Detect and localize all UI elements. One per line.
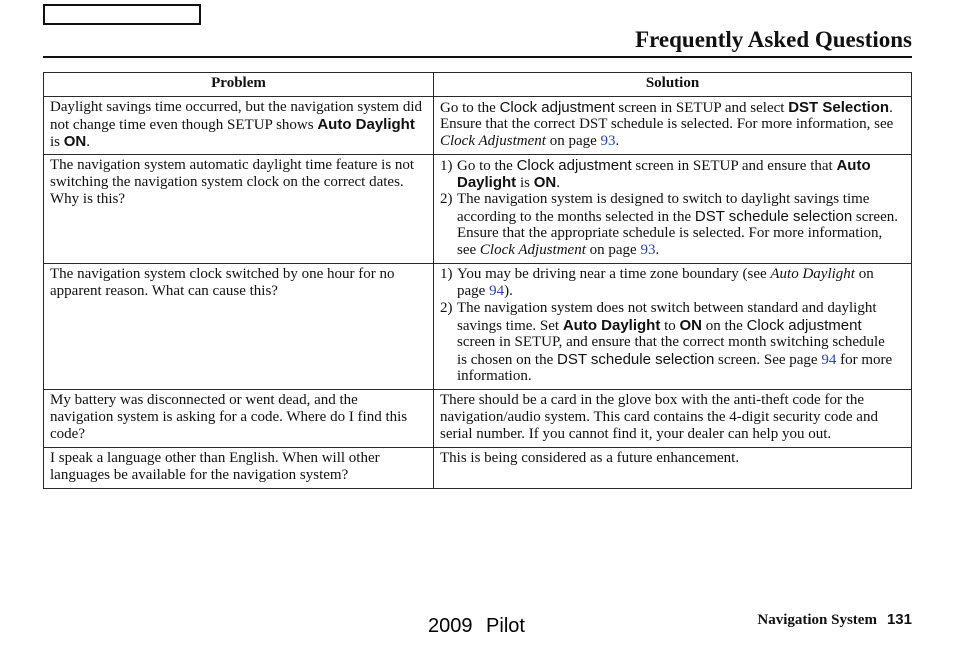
solution-cell [434,155,912,264]
list-number: 2) [440,300,453,316]
text-run: on the [702,318,747,334]
text-run: screen in SETUP and select [614,100,789,116]
text-run: This is being considered as a future enhancement. [440,450,740,466]
text-run: Go to the [440,100,500,116]
text-run: page [457,283,490,299]
text-line [440,242,905,259]
text-run: information. [457,368,532,384]
paragraph [50,266,427,300]
title-rule [43,56,912,58]
list-item [440,300,905,385]
vehicle-model-label: 2009 Pilot [428,615,525,637]
list-item [440,157,905,191]
text-run: savings time. Set [457,318,563,334]
nav-button-box [43,4,201,25]
paragraph [440,450,905,467]
text-run: screen. [852,209,898,225]
problem-cell [44,448,434,489]
text-run: screen in SETUP and ensure that [631,158,837,174]
text-line [50,426,427,443]
ui-setting-term: ON [63,133,87,150]
text-line [440,334,905,351]
text-line [440,283,905,300]
solution-cell [434,390,912,448]
paragraph [50,157,427,208]
solution-cell [434,97,912,155]
text-run: is chosen on the [457,352,557,368]
paragraph [440,99,905,150]
list-item [440,191,905,259]
text-run: . [655,242,660,258]
text-run: is [516,175,534,191]
text-run: switching the navigation system clock on the correct dates. [50,174,404,190]
text-line [50,157,427,174]
solution-cell [434,448,912,489]
list-number: 1) [440,266,453,282]
ui-setting-term: Daylight [457,174,517,191]
text-run: . [615,133,620,149]
text-run: The navigation system does not switch between standard and daylight [457,300,877,316]
ui-term: DST schedule selection [556,351,715,368]
text-run: The navigation system is designed to switch to daylight savings time [457,191,870,207]
list-number: 2) [440,191,453,207]
paragraph [50,99,427,150]
faq-row [44,264,912,390]
text-run: . [889,100,893,116]
section-reference: Clock Adjustment [479,242,586,258]
text-run: see [457,242,480,258]
list-number: 1) [440,158,453,174]
list-item [440,266,905,300]
ui-setting-term: Auto Daylight [317,116,415,133]
text-run: The navigation system automatic daylight time feature is not [50,157,415,173]
ui-setting-term: ON [533,174,557,191]
page-link[interactable]: 94 [489,283,505,299]
ui-term: Clock adjustment [499,99,615,116]
paragraph [50,392,427,443]
ui-term: DST schedule selection [694,208,853,225]
text-line [440,409,905,426]
faq-row [44,155,912,264]
text-line [440,300,905,317]
faq-row [44,448,912,489]
text-line [50,116,427,133]
text-line [440,191,905,208]
page-link[interactable]: 93 [600,133,616,149]
ui-term: Clock adjustment [746,317,862,334]
text-line [440,426,905,443]
page-number: 131 [886,611,912,628]
text-run: ). [504,283,513,299]
section-reference: Auto Daylight [770,266,855,282]
text-line [50,133,427,150]
text-line [50,467,427,484]
ui-setting-term: DST Selection [788,99,890,116]
text-line [440,116,905,133]
text-run: to [660,318,680,334]
text-run: on [854,266,874,282]
faq-row [44,97,912,155]
text-run: screen in SETUP, and ensure that the correct month switching schedule [457,334,885,350]
text-run: There should be a card in the glove box with the anti-theft code for the [440,392,865,408]
text-line [440,208,905,225]
text-line [440,133,905,150]
solution-cell [434,264,912,390]
text-run: is [50,134,64,150]
text-line [50,191,427,208]
faq-row [44,390,912,448]
text-run: Ensure that the correct DST schedule is selected. For more information, see [440,116,894,132]
text-run: on page [545,133,601,149]
text-line [50,283,427,300]
text-line [440,392,905,409]
text-run: navigation/audio system. This card contains the 4-digit security code and [440,409,878,425]
text-line [50,392,427,409]
paragraph [440,392,905,443]
text-line [50,99,427,116]
page-footer [757,612,912,628]
column-header-problem: Problem [44,73,434,97]
text-run: not change time even though SETUP shows [50,117,318,133]
text-run: My battery was disconnected or went dead, and the [50,392,358,408]
text-line [440,351,905,368]
section-reference: Clock Adjustment [440,133,546,149]
text-line [50,409,427,426]
faq-table [43,72,912,489]
text-line [50,450,427,467]
text-line [440,450,905,467]
page-title: Frequently Asked Questions [635,27,912,52]
page-link[interactable]: 93 [640,242,656,258]
text-line [440,266,905,283]
text-line [440,368,905,385]
ui-setting-term: Auto [836,157,871,174]
text-run: serial number. If you cannot find it, your dealer can help you out. [440,426,832,442]
text-run: according to the months selected in the [457,209,695,225]
footer-section-name: Navigation System [757,612,877,628]
text-run: I speak a language other than English. When will other [50,450,380,466]
text-run: on page [585,242,641,258]
ui-term: Clock adjustment [516,157,632,174]
text-run: Go to the [457,158,517,174]
page-link[interactable]: 94 [821,352,837,368]
text-run: You may be driving near a time zone boundary (see [457,266,771,282]
problem-cell [44,97,434,155]
text-run: code? [50,426,85,442]
text-run: Ensure that the appropriate schedule is selected. For more information, [457,225,883,241]
text-run: . [86,134,91,150]
problem-cell [44,264,434,390]
text-line [440,157,905,174]
column-header-solution: Solution [434,73,912,97]
text-line [50,266,427,283]
text-line [440,174,905,191]
text-line [440,99,905,116]
paragraph [50,450,427,484]
text-line [440,225,905,242]
text-run: for more [836,352,893,368]
text-run: apparent reason. What can cause this? [50,283,278,299]
text-run: . [556,175,560,191]
text-run: Why is this? [50,191,125,207]
text-run: Daylight savings time occurred, but the navigation system did [50,99,423,115]
text-line [440,317,905,334]
ui-setting-term: Auto Daylight [562,317,661,334]
table-header-row [44,73,912,97]
problem-cell [44,390,434,448]
text-run: screen. See page [714,352,822,368]
text-run: The navigation system clock switched by one hour for no [50,266,395,282]
ui-setting-term: ON [679,317,702,334]
text-line [50,174,427,191]
text-run: navigation system is asking for a code. Where do I find this [50,409,408,425]
problem-cell [44,155,434,264]
text-run: languages be available for the navigation system? [50,467,349,483]
